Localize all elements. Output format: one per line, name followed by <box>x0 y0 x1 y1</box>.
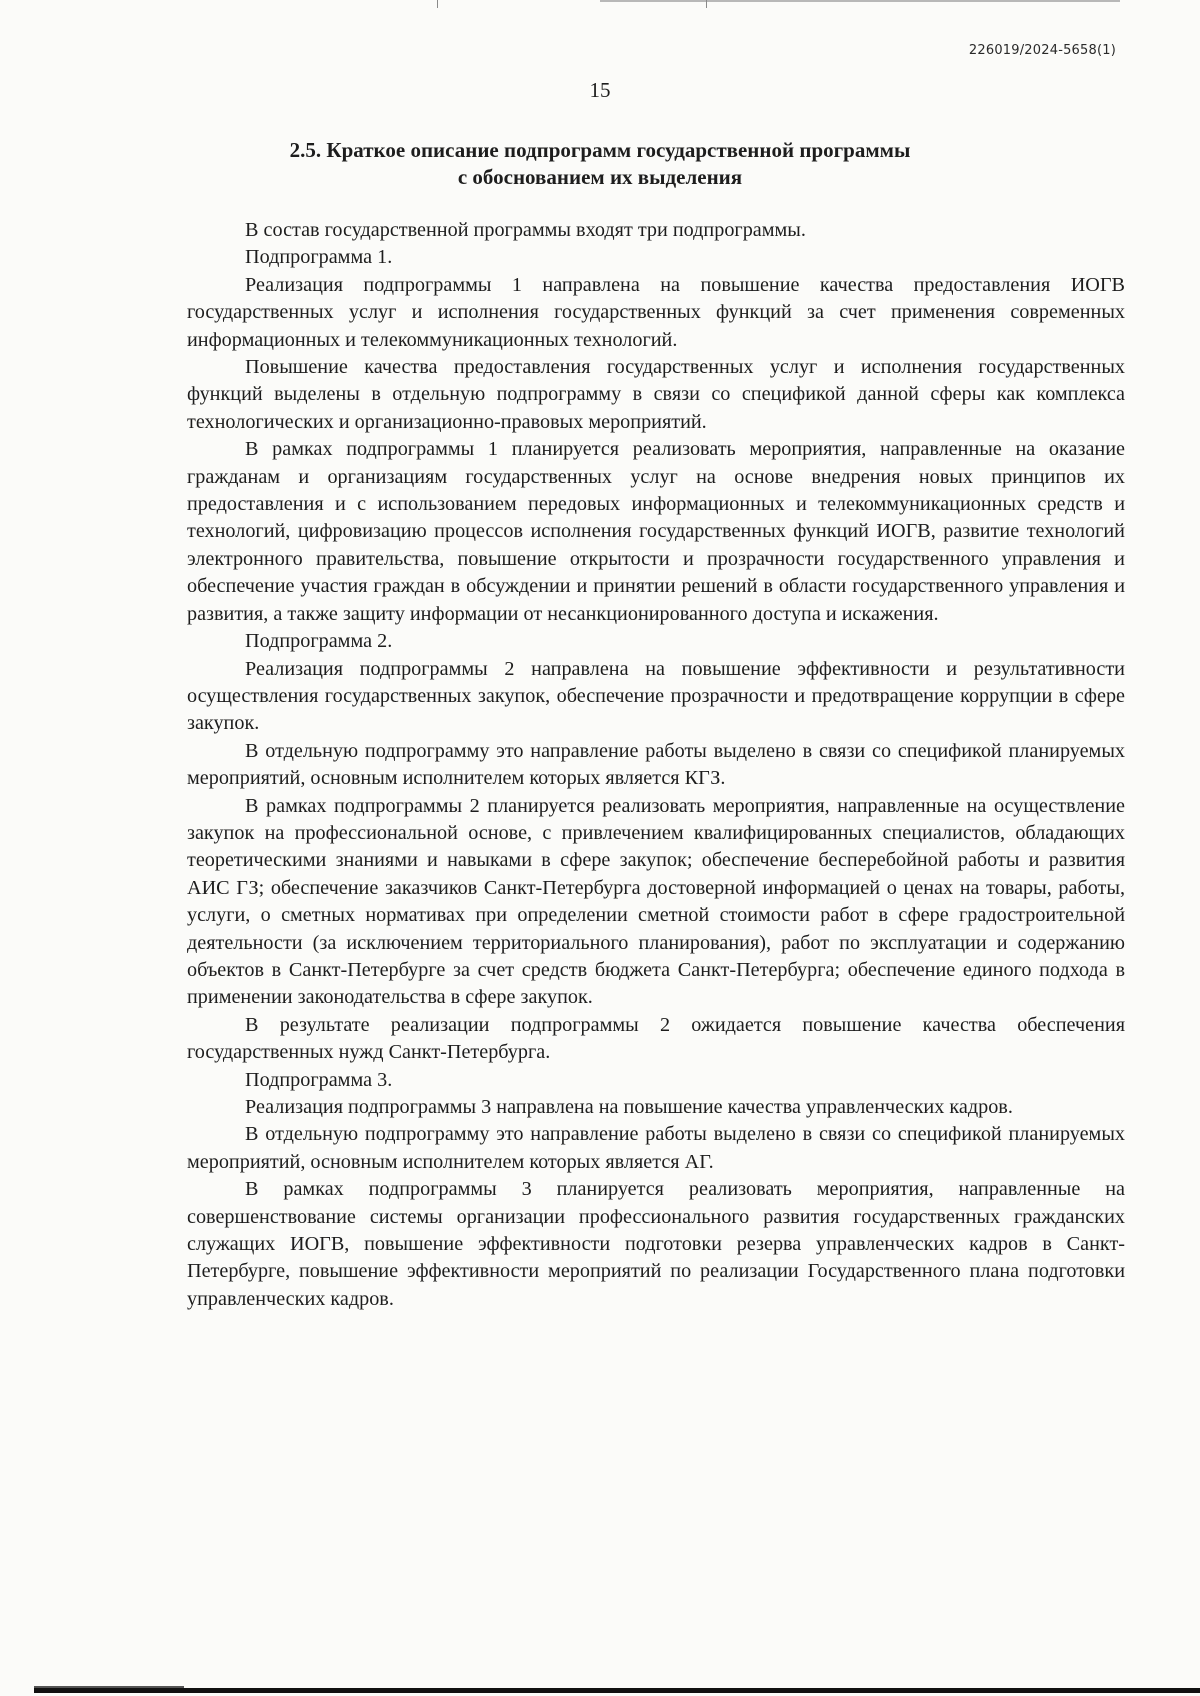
paragraph: В отдельную подпрограмму это направление работы выделено в связи со спецификой планируемых мероприятий, основным исполнителем которых является КГЗ. <box>187 739 1125 790</box>
subprogram-label: Подпрограмма 3. <box>245 1068 393 1091</box>
paragraph: Повышение качества предоставления государственных услуг и исполнения государственных функций выделены в отдельную подпрограмму в связи со спецификой данной сферы как комплекса технологических и организационно-правовых мероприятий. <box>187 356 1125 433</box>
paragraph: В рамках подпрограммы 1 планируется реализовать мероприятия, направленные на оказание гражданам и организациям государственных услуг на основе внедрения новых принципов их предоставления и с использованием передовых информационных и телекоммуникационных средств и технологий, цифровизацию процессов исполнения государственных функций ИОГВ, развитие технологий электронного правительства, повышение открытости и прозрачности государственного управления и обеспечение участия граждан в обсуждении и принятии решений в области государственного управления и развития, а также защиту информации от несанкционированного доступа и искажения. <box>187 438 1125 625</box>
body-text <box>187 217 1125 1313</box>
section-heading-line-2: с обоснованием их выделения <box>457 165 743 189</box>
scan-bottom-edge <box>34 1688 1200 1693</box>
scan-top-tick <box>437 0 438 8</box>
paragraph: В рамках подпрограммы 2 планируется реализовать мероприятия, направленные на осуществление закупок на профессиональной основе, с привлечением квалифицированных специалистов, обладающих теоретическими знаниями и навыками в сфере закупок; обеспечение бесперебойной работы и развития АИС ГЗ; обеспечение заказчиков Санкт-Петербурга достоверной информацией о ценах на товары, работы, услуги, о сметных нормативах при определении сметной стоимости работ в сфере градостроительной деятельности (за исключением территориального планирования), работ по эксплуатации и содержанию объектов в Санкт-Петербурге за счет средств бюджета Санкт-Петербурга; обеспечение единого подхода в применении законодательства в сфере закупок. <box>187 794 1125 1009</box>
document-registration-number: 226019/2024-5658(1) <box>968 43 1116 58</box>
paragraph: Реализация подпрограммы 3 направлена на повышение качества управленческих кадров. <box>245 1096 1013 1118</box>
scan-top-tick <box>706 0 707 8</box>
page-number: 15 <box>589 78 611 102</box>
section-heading <box>190 137 1010 191</box>
paragraph: В результате реализации подпрограммы 2 ожидается повышение качества обеспечения государственных нужд Санкт-Петербурга. <box>187 1013 1125 1064</box>
paragraph: Реализация подпрограммы 1 направлена на повышение качества предоставления ИОГВ государственных услуг и исполнения государственных функций за счет применения современных информационных и телекоммуникационных технологий. <box>187 273 1125 351</box>
paragraph: В отдельную подпрограмму это направление работы выделено в связи со спецификой планируемых мероприятий, основным исполнителем которых является АГ. <box>187 1123 1125 1173</box>
paragraph: Реализация подпрограммы 2 направлена на повышение эффективности и результативности осуществления государственных закупок, обеспечение прозрачности и предотвращение коррупции в сфере закупок. <box>187 657 1125 735</box>
subprogram-label: Подпрограмма 2. <box>245 630 393 653</box>
section-heading-line-1: 2.5. Краткое описание подпрограмм государственной программы <box>289 138 911 162</box>
subprogram-label: Подпрограмма 1. <box>245 246 393 269</box>
paragraph: В состав государственной программы входят три подпрограммы. <box>245 219 806 241</box>
scan-top-edge <box>600 0 1120 2</box>
paragraph: В рамках подпрограммы 3 планируется реализовать мероприятия, направленные на совершенствование системы организации профессионального развития государственных гражданских служащих ИОГВ, повышение эффективности подготовки резерва управленческих кадров в Санкт-Петербурге, повышение эффективности мероприятий по реализации Государственного плана подготовки управленческих кадров. <box>187 1178 1125 1310</box>
